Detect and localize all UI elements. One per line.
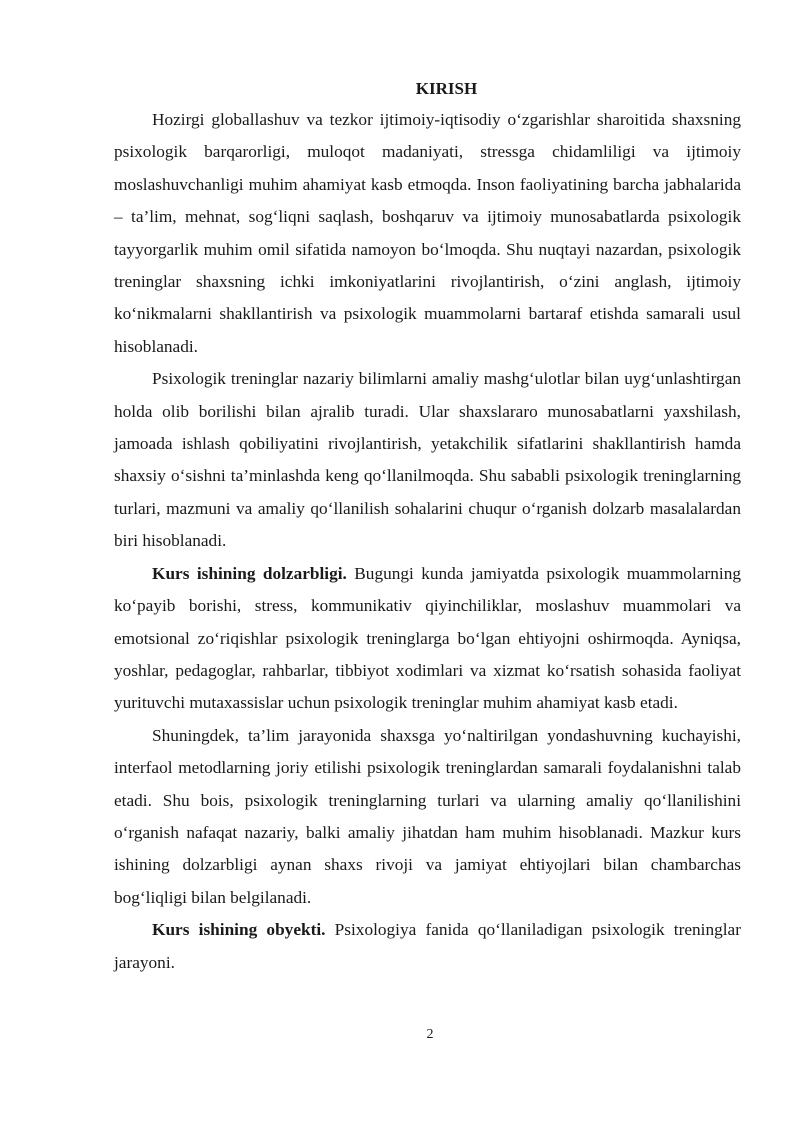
document-body (114, 78, 741, 979)
paragraph-relevance (114, 558, 741, 720)
paragraph-object (114, 914, 741, 979)
paragraph-approach (114, 720, 741, 914)
paragraph-text: Bugungi kunda jamiyatda psixologik muammolarning ko‘payib borishi, stress, kommunikativ qiyinchiliklar, moslashuv muammolari va emotsional zo‘riqishlar psixologik treninglarga bo‘lgan ehtiyojni oshirmoqda. Ayniqsa, yoshlar, pedagoglar, rahbarlar, tibbiyot xodimlari va xizmat ko‘rsatish sohasida faoliyat yurituvchi mutaxassislar uchun psixologik treninglar muhim ahamiyat kasb etadi. (114, 563, 742, 713)
page-number: 2 (426, 1027, 434, 1042)
paragraph-text: Psixologiya fanida qo‘llaniladigan psixologik treninglar jarayoni. (114, 920, 741, 972)
paragraph-bold-lead: Kurs ishining dolzarbligi. (152, 563, 347, 583)
paragraph-text: Psixologik treninglar nazariy bilimlarni amaliy mashg‘ulotlar bilan uyg‘unlashtirgan holda olib borilishi bilan ajralib turadi. Ular shaxslararo munosabatlarni yaxshilash, jamoada ishlash qobiliyatini rivojlantirish, yetakchilik sifatlarini shakllantirish hamda shaxsiy o‘sishni ta’minlashda keng qo‘llanilmoqda. Shu sababli psixologik treninglarning turlari, mazmuni va amaliy qo‘llanilish sohalarini chuqur o‘rganish dolzarb masalalardan biri hisoblanadi. (114, 369, 741, 551)
paragraph-trainings (114, 363, 741, 557)
paragraph-bold-lead: Kurs ishining obyekti. (152, 920, 326, 940)
paragraph-text: Hozirgi globallashuv va tezkor ijtimoiy-iqtisodiy o‘zgarishlar sharoitida shaxsning psixologik barqarorligi, muloqot madaniyati, stressga chidamliligi va ijtimoiy moslashuvchanligi muhim ahamiyat kasb etmoqda. Inson faoliyatining barcha jabhalarida – ta’lim, mehnat, sog‘liqni saqlash, boshqaruv va ijtimoiy munosabatlarda psixologik tayyorgarlik muhim omil sifatida namoyon bo‘lmoqda. Shu nuqtayi nazardan, psixologik treninglar shaxsning ichki imkoniyatlarini rivojlantirish, o‘zini anglash, ijtimoiy ko‘nikmalarni shakllantirish va psixologik muammolarni bartaraf etishda samarali usul hisoblanadi. (114, 110, 741, 356)
paragraph-text: Shuningdek, ta’lim jarayonida shaxsga yo‘naltirilgan yondashuvning kuchayishi, interfaol metodlarning joriy etilishi psixologik treninglardan samarali foydalanishni talab etadi. Shu bois, psixologik treninglarning turlari va ularning amaliy qo‘llanilishini o‘rganish nafaqat nazariy, balki amaliy jihatdan ham muhim hisoblanadi. Mazkur kurs ishining dolzarbligi aynan shaxs rivoji va jamiyat ehtiyojlari bilan chambarchas bog‘liqligi bilan belgilanadi. (114, 725, 741, 907)
paragraph-intro (114, 104, 741, 363)
section-heading: KIRISH (415, 79, 478, 98)
